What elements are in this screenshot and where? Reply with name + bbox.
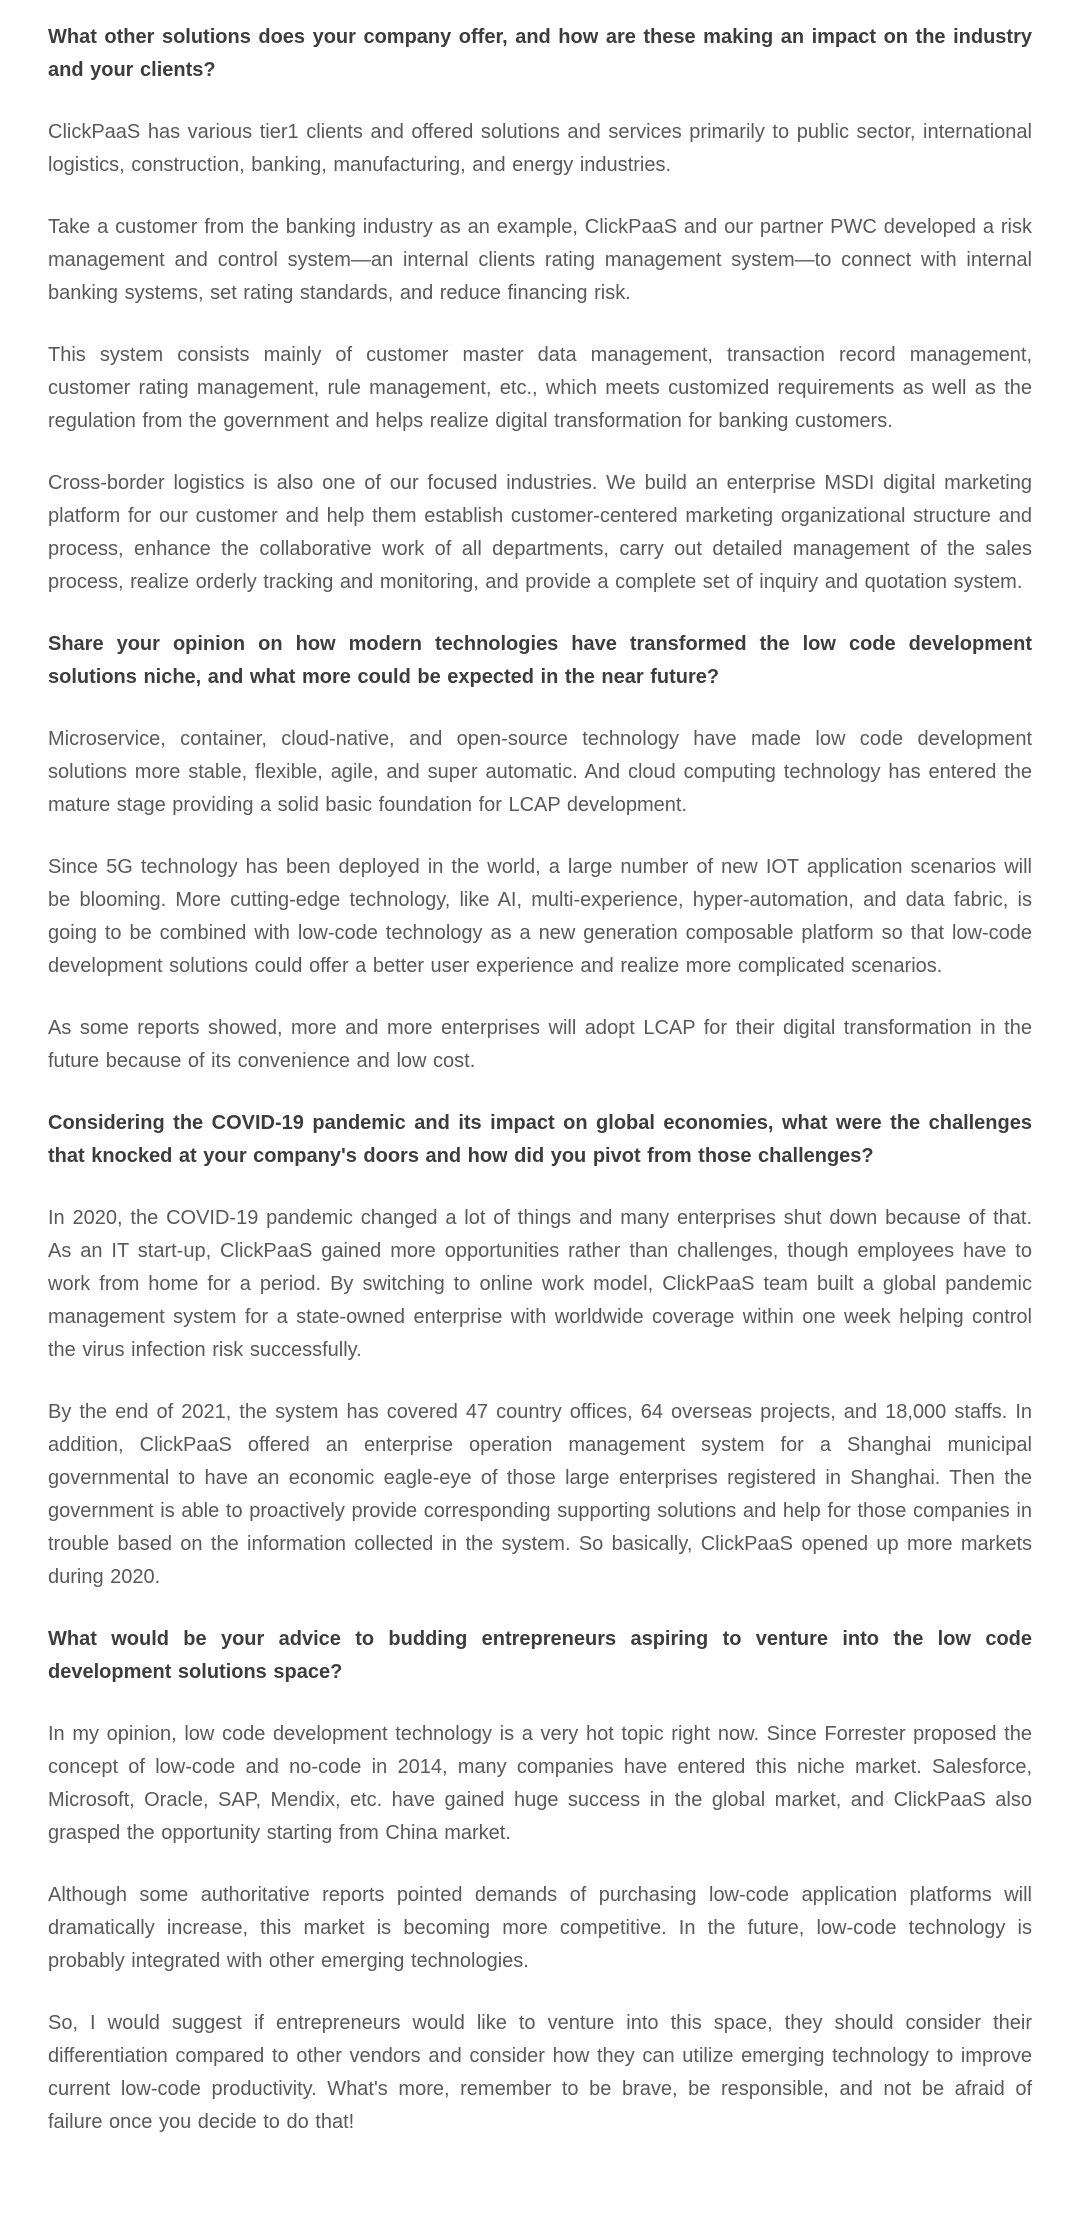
answer-paragraph: So, I would suggest if entrepreneurs would like to venture into this space, they should consider their differentiation compared to other vendors and consider how they can utilize emerging technology to improve current low-code productivity. What's more, remember to be brave, be responsible, and not be afraid of failure once you decide to do that!: [48, 2012, 1032, 2133]
answer-paragraph: ClickPaaS has various tier1 clients and offered solutions and services primarily to public sector, international logistics, construction, banking, manufacturing, and energy industries.: [48, 121, 1032, 176]
question-heading: Share your opinion on how modern technologies have transformed the low code development solutions niche, and what more could be expected in the near future?: [48, 633, 1032, 688]
answer-paragraph: Microservice, container, cloud-native, and open-source technology have made low code development solutions more stable, flexible, agile, and super automatic. And cloud computing technology has entered the mature stage providing a solid basic foundation for LCAP development.: [48, 728, 1032, 816]
answer-paragraph: As some reports showed, more and more enterprises will adopt LCAP for their digital transformation in the future because of its convenience and low cost.: [48, 1017, 1032, 1072]
answer-paragraph: Since 5G technology has been deployed in the world, a large number of new IOT application scenarios will be blooming. More cutting-edge technology, like AI, multi-experience, hyper-automation, and data fabric, is going to be combined with low-code technology as a new generation composable platform so that low-code development solutions could offer a better user experience and realize more complicated scenarios.: [48, 856, 1032, 977]
answer-paragraph: This system consists mainly of customer master data management, transaction record management, customer rating management, rule management, etc., which meets customized requirements as well as the regulation from the government and helps realize digital transformation for banking customers.: [48, 344, 1032, 432]
question-heading: Considering the COVID-19 pandemic and its impact on global economies, what were the challenges that knocked at your company's doors and how did you pivot from those challenges?: [48, 1112, 1032, 1167]
question-heading: What would be your advice to budding entrepreneurs aspiring to venture into the low code development solutions space?: [48, 1628, 1032, 1683]
answer-paragraph: Cross-border logistics is also one of our focused industries. We build an enterprise MSDI digital marketing platform for our customer and help them establish customer-centered marketing organizational structure and process, enhance the collaborative work of all departments, carry out detailed management of the sales process, realize orderly tracking and monitoring, and provide a complete set of inquiry and quotation system.: [48, 472, 1032, 593]
answer-paragraph: Take a customer from the banking industry as an example, ClickPaaS and our partner PWC developed a risk management and control system—an internal clients rating management system—to connect with internal banking systems, set rating standards, and reduce financing risk.: [48, 216, 1032, 304]
answer-paragraph: In my opinion, low code development technology is a very hot topic right now. Since Forrester proposed the concept of low-code and no-code in 2014, many companies have entered this niche market. Salesforce, Microsoft, Oracle, SAP, Mendix, etc. have gained huge success in the global market, and ClickPaaS also grasped the opportunity starting from China market.: [48, 1723, 1032, 1844]
answer-paragraph: By the end of 2021, the system has covered 47 country offices, 64 overseas projects, and 18,000 staffs. In addition, ClickPaaS offered an enterprise operation management system for a Shanghai municipal governmental to have an economic eagle-eye of those large enterprises registered in Shanghai. Then the government is able to proactively provide corresponding supporting solutions and help for those companies in trouble based on the information collected in the system. So basically, ClickPaaS opened up more markets during 2020.: [48, 1401, 1032, 1588]
question-heading: What other solutions does your company offer, and how are these making an impact on the industry and your clients?: [48, 26, 1032, 81]
answer-paragraph: Although some authoritative reports pointed demands of purchasing low-code application platforms will dramatically increase, this market is becoming more competitive. In the future, low-code technology is probably integrated with other emerging technologies.: [48, 1884, 1032, 1972]
answer-paragraph: In 2020, the COVID-19 pandemic changed a lot of things and many enterprises shut down because of that. As an IT start-up, ClickPaaS gained more opportunities rather than challenges, though employees have to work from home for a period. By switching to online work model, ClickPaaS team built a global pandemic management system for a state-owned enterprise with worldwide coverage within one week helping control the virus infection risk successfully.: [48, 1207, 1032, 1361]
